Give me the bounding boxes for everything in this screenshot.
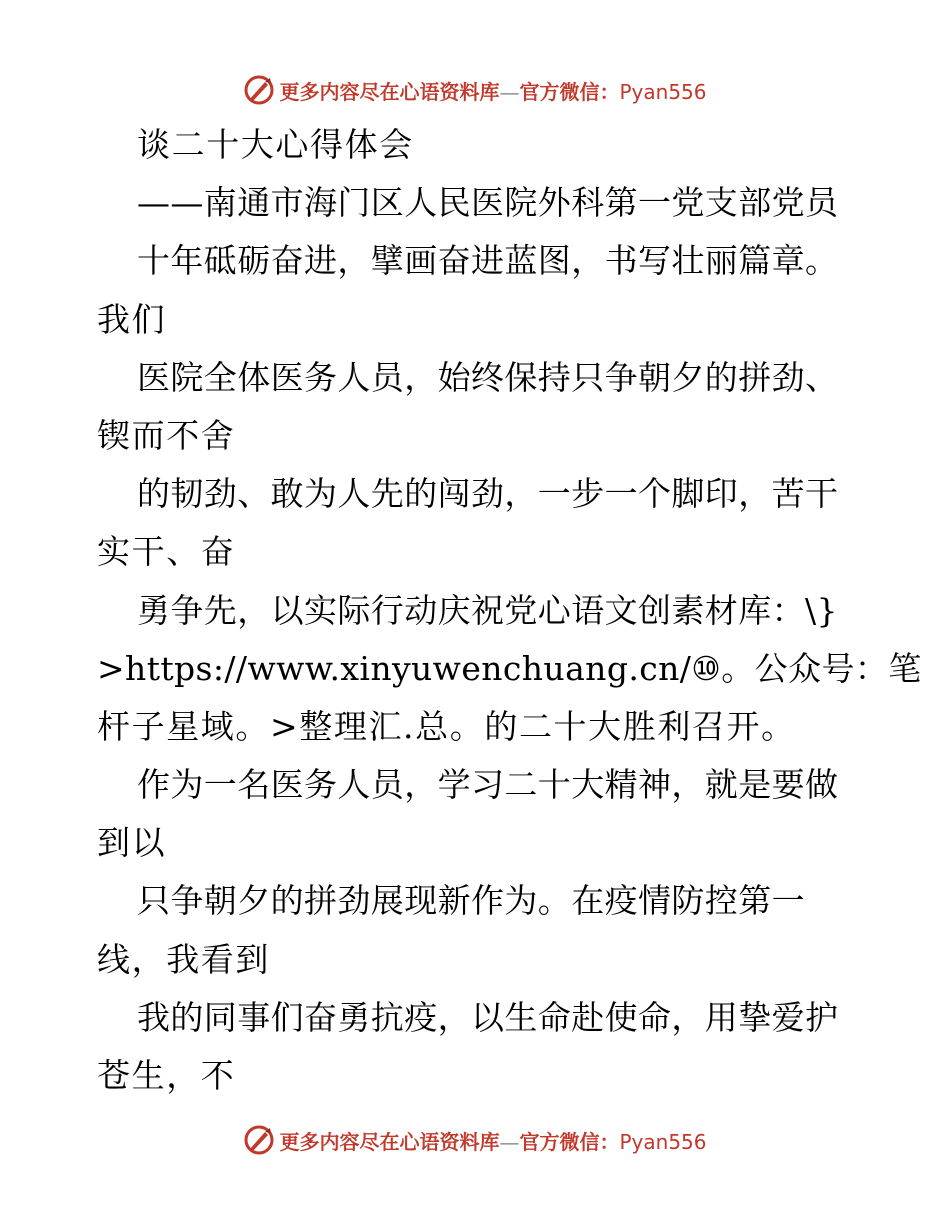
watermark-text xyxy=(279,1126,706,1155)
watermark-label: 官方微信： xyxy=(519,1129,620,1154)
watermark-separator: — xyxy=(499,1129,520,1154)
paragraph-line: 到以 xyxy=(97,823,167,863)
paragraph-line: 只争朝夕的拼劲展现新作为。在疫情防控第一 xyxy=(137,881,805,921)
document-title: 谈二十大心得体会 xyxy=(137,125,414,164)
paragraph-line: 锲而不舍 xyxy=(97,415,236,455)
paragraph-line: 的韧劲、敢为人先的闯劲，一步一个脚印，苦干 xyxy=(137,474,839,514)
quill-logo-icon xyxy=(243,74,275,106)
document-body xyxy=(97,116,922,1105)
paragraph-line: 苍生，不 xyxy=(97,1056,236,1095)
paragraph-line: 十年砥砺奋进，擘画奋进蓝图，书写壮丽篇章。 xyxy=(137,241,839,281)
paragraph-line: 线，我看到 xyxy=(97,939,270,979)
watermark-id: Pyan556 xyxy=(619,79,707,104)
watermark-main: 更多内容尽在心语资料库 xyxy=(279,79,500,104)
watermark-main: 更多内容尽在心语资料库 xyxy=(279,1129,500,1154)
paragraph-line: 作为一名医务人员，学习二十大精神，就是要做 xyxy=(137,765,839,805)
watermark-text xyxy=(279,76,706,105)
watermark-label: 官方微信： xyxy=(519,79,620,104)
watermark-id: Pyan556 xyxy=(619,1129,707,1154)
paragraph-line: 实干、奋 xyxy=(97,532,236,572)
quill-logo-icon xyxy=(243,1124,275,1156)
document-subtitle: ——南通市海门区人民医院外科第一党支部党员 xyxy=(137,183,839,223)
watermark-banner-bottom xyxy=(0,1122,950,1158)
paragraph-line: 医院全体医务人员，始终保持只争朝夕的拼劲、 xyxy=(137,357,839,397)
paragraph-line: 我们 xyxy=(97,299,167,339)
paragraph-line: 杆子星域。>整理汇.总。的二十大胜利召开。 xyxy=(97,706,796,746)
paragraph-line: 勇争先，以实际行动庆祝党心语文创素材库：\} xyxy=(137,590,838,630)
watermark-separator: — xyxy=(499,79,520,104)
paragraph-line: 我的同事们奋勇抗疫，以生命赴使命，用挚爱护 xyxy=(137,997,839,1037)
paragraph-line: >https://www.xinyuwenchuang.cn/⑩。公众号：笔 xyxy=(97,648,922,688)
watermark-banner-top xyxy=(0,72,950,108)
